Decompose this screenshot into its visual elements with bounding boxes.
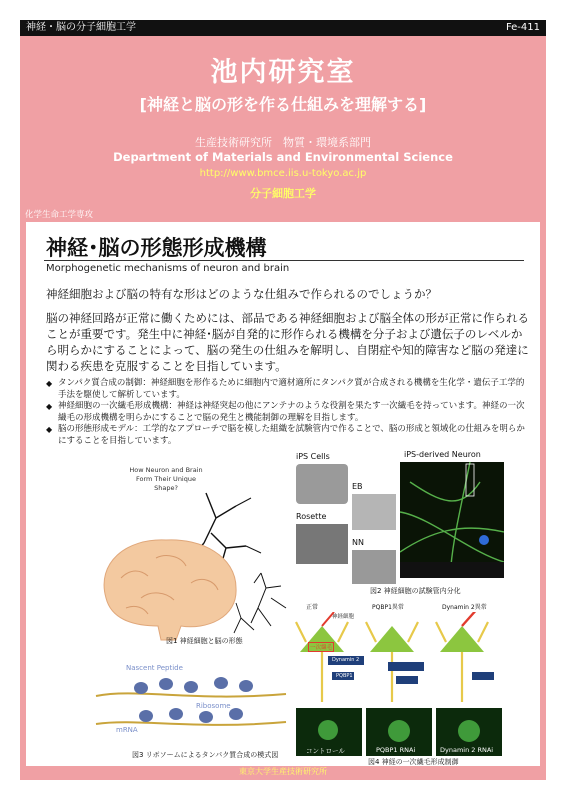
major-label: 化学生命工学専攻 — [25, 210, 94, 220]
mrna-label: mRNA — [116, 726, 138, 734]
ips-neuron-label: iPS-derived Neuron — [404, 450, 481, 459]
rosette-label: Rosette — [296, 512, 327, 521]
panel-control-label: コントロール — [306, 747, 345, 755]
bullet-item: ◆ 神経細胞の一次繊毛形成機構：神経は神経突起の他にアンテナのような役割を果たす一次繊毛を持っています。神経の一次繊毛の形成機構を明らかにすることで脳の発生と機能制御の理解を目指します。 — [46, 401, 525, 423]
eb-label: EB — [352, 482, 363, 491]
figure-1-caption: 図1 神経細胞と脳の形態 — [166, 637, 243, 645]
lab-subtitle: [神経と脳の形を作る仕組みを理解する] — [139, 95, 427, 114]
ribosome-label: Ribosome — [196, 702, 231, 710]
title-divider — [44, 260, 524, 261]
lab-url[interactable]: http://www.bmce.iis.u-tokyo.ac.jp — [199, 168, 367, 179]
neuron-fluorescence-illustration — [400, 462, 504, 578]
fig1-question: How Neuron and Brain Form Their Unique Shape? — [129, 466, 203, 492]
panel-pqbp1-label: PQBP1 RNAi — [376, 746, 416, 754]
bullet-item: ◆ 脳の形態形成モデル：工学的なアプローチで脳を模した組織を試験管内で作ることで、脳の形成と領域化の仕組みを明らかにすることを目指しています。 — [46, 424, 525, 446]
poster-id: Fe-411 — [505, 22, 540, 33]
figure-2 — [292, 450, 504, 600]
nn-label: NN — [352, 538, 364, 547]
brain-neuron-illustration — [86, 458, 298, 643]
institute-name: 生産技術研究所 物質・環境系部門 — [195, 136, 371, 149]
figure-4-caption: 図4 神経の一次繊毛形成制御 — [368, 758, 459, 766]
figure-3 — [86, 662, 298, 762]
nascent-peptide-label: Nascent Peptide — [126, 664, 183, 672]
figure-3-caption: 図3 リボソームによるタンパク質合成の模式図 — [132, 751, 279, 759]
pqbp1-cell-shape — [388, 720, 410, 742]
figure-2-caption: 図2 神経細胞の試験管内分化 — [370, 587, 461, 595]
dynamin2-label: Dynamin 2 — [332, 657, 360, 663]
bullet-marker-icon: ◆ — [46, 379, 53, 388]
figure-4 — [292, 602, 504, 766]
top-bar — [20, 20, 546, 36]
ips-cells-label: iPS Cells — [296, 452, 330, 461]
english-title: Morphogenetic mechanisms of neuron and brain — [46, 263, 290, 274]
cilium-diagram — [292, 612, 504, 708]
poster-frame — [20, 36, 546, 780]
department-en: Department of Materials and Environmental Science — [113, 150, 453, 164]
page-title: 神経･脳の形態形成機構 — [46, 236, 267, 260]
poster-header — [20, 36, 546, 208]
col-dynamin2-label: Dynamin 2異常 — [442, 604, 487, 611]
intro-paragraph: 脳の神経回路が正常に働くためには、部品である神経細胞および脳全体の形が正常に作られることが重要です。発生中に神経･脳が自発的に形作られる機構を分子および遺伝子のレベルから明らかにすることによって、脳の発生の仕組みを解明し、自閉症や知的障害など脳の発達に関わる疾患を克服することを目指しています。 — [46, 311, 529, 373]
footer-institution: 東京大学生産技術研究所 — [239, 767, 327, 776]
category-label: 神経・脳の分子細胞工学 — [26, 22, 136, 33]
ips-cells-image — [296, 464, 348, 504]
content-panel — [26, 222, 540, 766]
cilium-label: 一次繊毛 — [308, 642, 334, 652]
bullet-marker-icon: ◆ — [46, 425, 53, 435]
neuron-label: 神経細胞 — [332, 614, 355, 620]
unit-name: 分子細胞工学 — [250, 187, 316, 200]
panel-dynamin2-label: Dynamin 2 RNAi — [440, 746, 494, 754]
col-pqbp1-label: PQBP1異常 — [372, 604, 404, 611]
figure-1 — [86, 458, 298, 656]
bullet-item: ◆ タンパク質合成の制御：神経細胞を形作るために細胞内で適材適所にタンパク質が合成される機構を生化学・遺伝子工学的手法を駆使して解析しています。 — [46, 378, 525, 400]
rosette-image — [296, 524, 348, 564]
dynamin2-cell-shape — [458, 720, 480, 742]
pqbp1-label: PQBP1 — [336, 673, 353, 679]
control-cell-shape — [318, 720, 338, 740]
nn-image — [352, 550, 396, 584]
lab-name: 池内研究室 — [210, 57, 356, 88]
eb-image — [352, 494, 396, 530]
col-normal-label: 正常 — [306, 604, 319, 611]
research-question: 神経細胞および脳の特有な形はどのような仕組みで作られるのでしょうか？ — [46, 287, 437, 301]
research-bullets — [46, 378, 526, 448]
ips-neuron-image — [400, 462, 504, 578]
bullet-marker-icon: ◆ — [46, 402, 53, 412]
